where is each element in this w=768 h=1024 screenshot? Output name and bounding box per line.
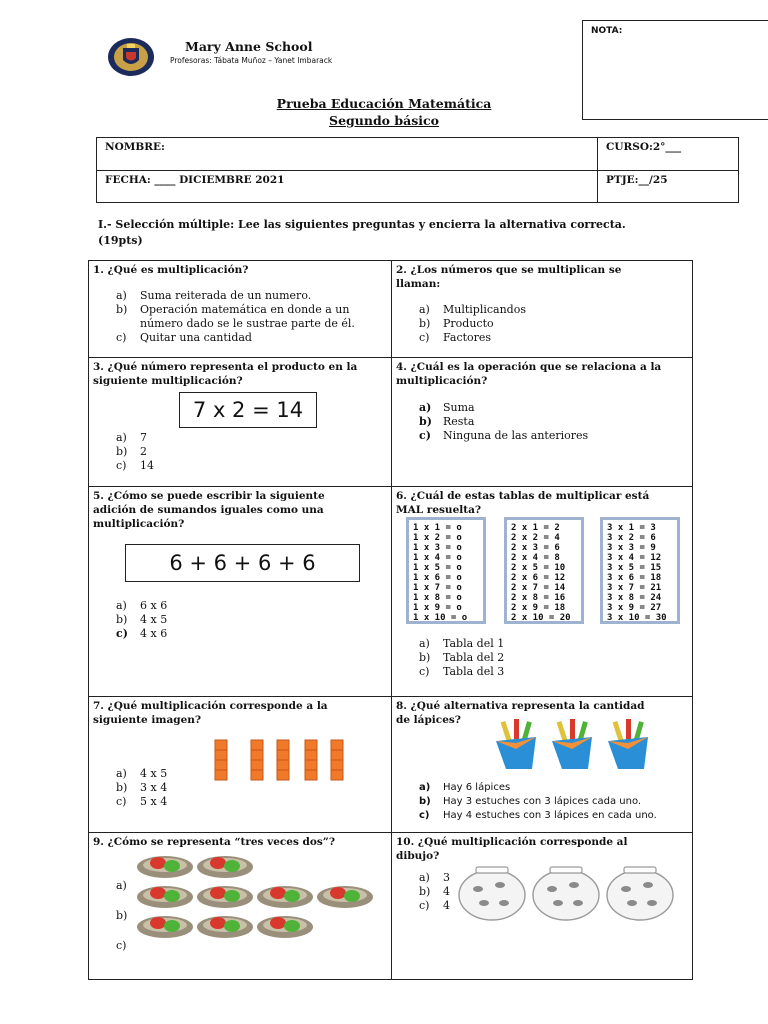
question-4	[392, 358, 692, 487]
equation-box: 7 x 2 = 14	[179, 392, 317, 428]
multiplication-table-2	[504, 517, 584, 624]
table-row: 2 x 3 = 6	[511, 543, 560, 553]
option-a[interactable]: a) 3	[419, 871, 450, 884]
option-c[interactable]: c)	[116, 939, 127, 952]
date-field[interactable]: FECHA: ____ DICIEMBRE 2021	[105, 174, 285, 186]
option-b[interactable]: b) Operación matemática en donde a un	[116, 303, 350, 316]
table-row: 2 x 7 = 14	[511, 583, 566, 593]
option-c[interactable]: c) Quitar una cantidad	[116, 331, 252, 344]
question-text: 9. ¿Cómo se representa “tres veces dos”?	[93, 836, 335, 848]
table-row: 2 x 1 = 2	[511, 523, 560, 533]
table-row: 1 x 8 = o	[413, 593, 462, 603]
option-c[interactable]: c) 14	[116, 459, 154, 472]
option-b[interactable]: b) Producto	[419, 317, 494, 330]
table-row: 3 x 8 = 24	[607, 593, 662, 603]
option-a[interactable]: a) Multiplicandos	[419, 303, 526, 316]
option-a[interactable]: a) Suma reiterada de un numero.	[116, 289, 312, 302]
table-row: 3 x 7 = 21	[607, 583, 662, 593]
info-row	[97, 170, 738, 202]
teachers-line: Profesoras: Tábata Muñoz – Yanet Imbarack	[170, 56, 333, 65]
table-row: 3 x 1 = 3	[607, 523, 656, 533]
table-row: 1 x 6 = o	[413, 573, 462, 583]
table-row: 1 x 2 = o	[413, 533, 462, 543]
question-3	[89, 358, 392, 487]
option-c[interactable]: c) 4	[419, 899, 450, 912]
question-text-line: multiplicación?	[93, 518, 185, 530]
points-text: (19pts)	[98, 234, 143, 247]
option-a[interactable]: a) 6 x 6	[116, 599, 168, 612]
question-text: 1. ¿Qué es multiplicación?	[93, 264, 249, 276]
option-a[interactable]: a) Hay 6 lápices	[419, 782, 511, 793]
question-1	[89, 261, 392, 358]
table-row: 1 x 3 = o	[413, 543, 462, 553]
question-text-line: siguiente multiplicación?	[93, 375, 243, 387]
question-text-line: 4. ¿Cuál es la operación que se relaciona a la	[396, 361, 662, 373]
question-text-line: 7. ¿Qué multiplicación corresponde a la	[93, 700, 328, 712]
exam-title: Prueba Educación Matemática	[276, 96, 492, 111]
question-text-line: 8. ¿Qué alternativa representa la cantidad	[396, 700, 645, 712]
table-row: 2 x 6 = 12	[511, 573, 566, 583]
table-row: 2 x 10 = 20	[511, 613, 571, 623]
option-b[interactable]: b) 3 x 4	[116, 781, 168, 794]
option-a[interactable]: a) 7	[116, 431, 147, 444]
question-10	[392, 833, 692, 979]
table-row: 3 x 5 = 15	[607, 563, 662, 573]
question-9	[89, 833, 392, 979]
question-text-line: llaman:	[396, 278, 441, 290]
fish-bowls-image	[458, 863, 678, 923]
option-b[interactable]: b) 2	[116, 445, 147, 458]
question-5	[89, 487, 392, 697]
table-row: 2 x 2 = 4	[511, 533, 560, 543]
pencil-cases-image	[492, 719, 662, 775]
question-text-line: dibujo?	[396, 850, 440, 862]
option-c[interactable]: c) 4 x 6	[116, 627, 168, 640]
table-row: 2 x 5 = 10	[511, 563, 566, 573]
section-instructions	[98, 217, 658, 249]
table-row: 1 x 10 = o	[413, 613, 468, 623]
table-row: 3 x 3 = 9	[607, 543, 656, 553]
apple-plates-image	[137, 855, 377, 955]
course-field[interactable]: CURSO:2°___	[597, 138, 738, 170]
option-c[interactable]: c) Ninguna de las anteriores	[419, 429, 589, 442]
question-text-line: 5. ¿Cómo se puede escribir la siguiente	[93, 490, 325, 502]
option-a[interactable]: a) Tabla del 1	[419, 637, 505, 650]
question-text-line: multiplicación?	[396, 375, 488, 387]
option-b[interactable]: b) Resta	[419, 415, 475, 428]
score-field[interactable]: PTJE:__/25	[597, 171, 738, 202]
info-row	[97, 138, 738, 170]
cube-towers-image	[213, 739, 353, 781]
option-b[interactable]: b)	[116, 909, 128, 922]
school-logo	[106, 36, 156, 78]
equation-box: 6 + 6 + 6 + 6	[125, 544, 360, 582]
option-b-continued: número dado se le sustrae parte de él.	[140, 317, 355, 330]
table-row: 3 x 10 = 30	[607, 613, 667, 623]
multiplication-table-1	[406, 517, 486, 624]
table-row: 1 x 1 = o	[413, 523, 462, 533]
option-c[interactable]: c) Hay 4 estuches con 3 lápices en cada uno.	[419, 810, 657, 821]
exam-subtitle: Segundo básico	[329, 113, 439, 128]
table-row: 2 x 9 = 18	[511, 603, 566, 613]
table-row: 2 x 8 = 16	[511, 593, 566, 603]
grade-label: NOTA:	[591, 26, 623, 36]
option-a[interactable]: a) 4 x 5	[116, 767, 168, 780]
table-row: 2 x 4 = 8	[511, 553, 560, 563]
table-row: 3 x 9 = 27	[607, 603, 662, 613]
option-b[interactable]: b) 4 x 5	[116, 613, 168, 626]
table-row: 3 x 2 = 6	[607, 533, 656, 543]
question-2	[392, 261, 692, 358]
table-row: 3 x 4 = 12	[607, 553, 662, 563]
name-field[interactable]: NOMBRE:	[105, 141, 165, 153]
multiplication-table-3	[600, 517, 680, 624]
question-text-line: siguiente imagen?	[93, 714, 202, 726]
school-name: Mary Anne School	[185, 39, 313, 54]
question-text-line: MAL resuelta?	[396, 504, 482, 516]
table-row: 1 x 7 = o	[413, 583, 462, 593]
option-c[interactable]: c) Factores	[419, 331, 492, 344]
question-text-line: adición de sumandos iguales como una	[93, 504, 324, 516]
option-b[interactable]: b) Tabla del 2	[419, 651, 505, 664]
question-text-line: 10. ¿Qué multiplicación corresponde al	[396, 836, 628, 848]
option-a[interactable]: a) Suma	[419, 401, 475, 414]
option-c[interactable]: c) 5 x 4	[116, 795, 168, 808]
option-b[interactable]: b) Hay 3 estuches con 3 lápices cada uno.	[419, 796, 642, 807]
table-row: 1 x 9 = o	[413, 603, 462, 613]
instructions-text: I.- Selección múltiple: Lee las siguientes preguntas y encierra la alternativa correcta.	[98, 218, 626, 231]
table-row: 1 x 4 = o	[413, 553, 462, 563]
question-text-line: 6. ¿Cuál de estas tablas de multiplicar está	[396, 490, 650, 502]
question-text-line: 2. ¿Los números que se multiplican se	[396, 264, 622, 276]
question-text-line: 3. ¿Qué número representa el producto en la	[93, 361, 358, 373]
option-b[interactable]: b) 4	[419, 885, 450, 898]
table-row: 1 x 5 = o	[413, 563, 462, 573]
option-c[interactable]: c) Tabla del 3	[419, 665, 505, 678]
question-6	[392, 487, 692, 697]
question-8	[392, 697, 692, 833]
question-text-line: de lápices?	[396, 714, 461, 726]
questions-grid	[88, 260, 693, 980]
student-info-table	[96, 137, 739, 203]
question-7	[89, 697, 392, 833]
option-a[interactable]: a)	[116, 879, 127, 892]
table-row: 3 x 6 = 18	[607, 573, 662, 583]
